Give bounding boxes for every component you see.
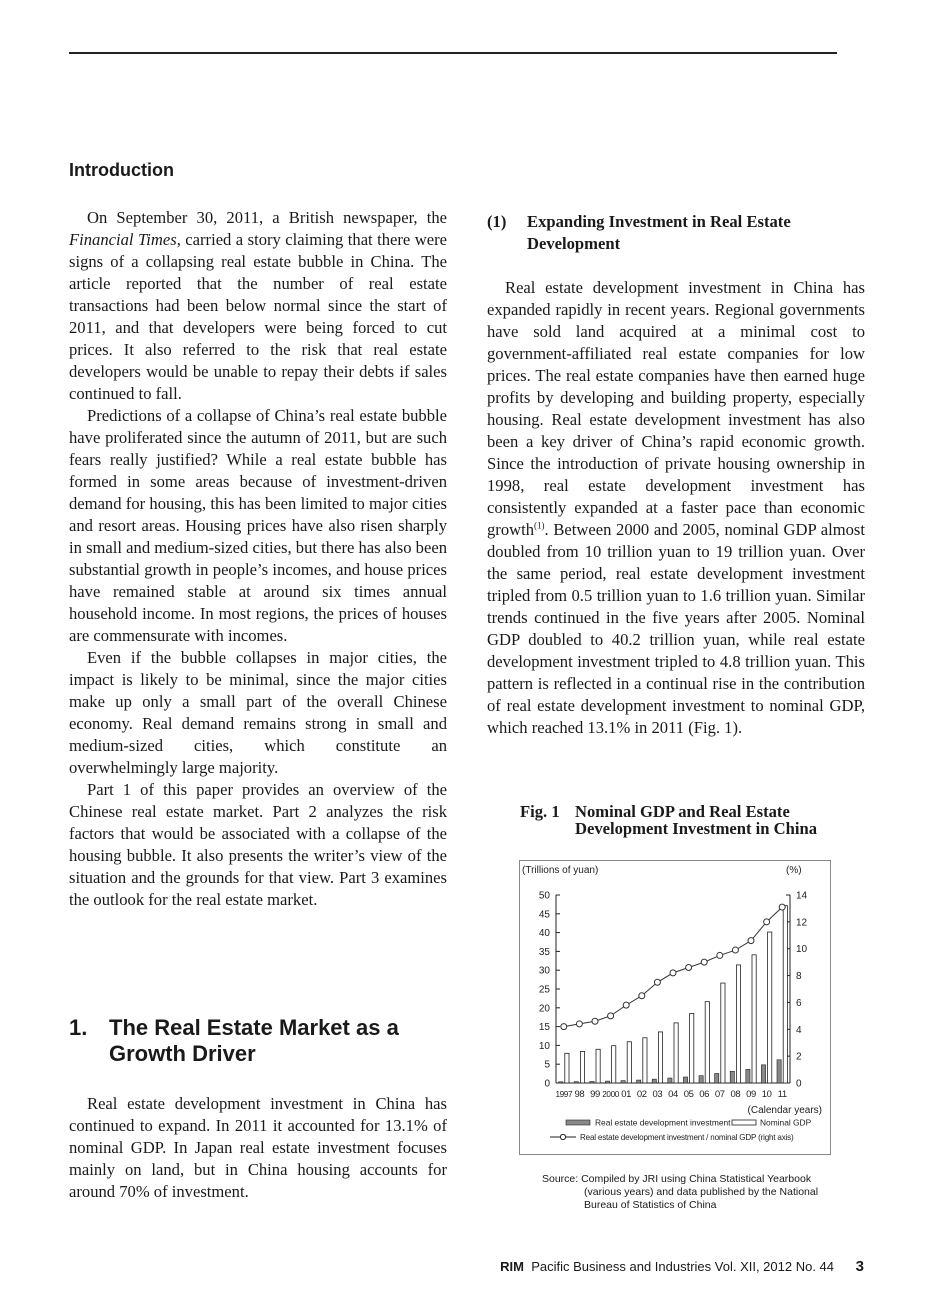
bar-nominal-gdp bbox=[627, 1042, 631, 1083]
right-axis-unit: (%) bbox=[786, 865, 802, 876]
left-tick-label: 20 bbox=[538, 1003, 550, 1015]
legend-label-ratio: Real estate development investment / nominal GDP (right axis) bbox=[580, 1133, 794, 1142]
left-tick-label: 45 bbox=[538, 909, 550, 921]
x-tick-label: 04 bbox=[668, 1089, 678, 1100]
bar-nominal-gdp bbox=[736, 965, 740, 1083]
x-tick-label: 06 bbox=[699, 1089, 710, 1100]
figure-number: Fig. 1 bbox=[520, 802, 560, 821]
bar-nominal-gdp bbox=[612, 1046, 616, 1083]
left-tick-label: 35 bbox=[538, 946, 550, 958]
ratio-point bbox=[779, 904, 785, 910]
x-axis-label: (Calendar years) bbox=[747, 1105, 822, 1116]
left-column bbox=[69, 207, 447, 911]
left-tick-label: 25 bbox=[538, 984, 550, 996]
right-tick-label: 6 bbox=[796, 997, 802, 1009]
bar-investment bbox=[668, 1078, 672, 1083]
footer-journal: Pacific Business and Industries Vol. XII, 2012 No. 44 bbox=[531, 1259, 835, 1274]
ratio-point bbox=[654, 979, 660, 985]
bar-investment bbox=[715, 1073, 719, 1083]
legend-swatch-ratio-marker bbox=[560, 1134, 565, 1139]
figure-source: Source: Compiled by JRI using China Statistical Yearbook (various years) and data published by the National Bureau of Statistics of China bbox=[542, 1173, 819, 1211]
right-column bbox=[487, 277, 865, 739]
ratio-point bbox=[732, 947, 738, 953]
intro-paragraph-3: Even if the bubble collapses in major cities, the impact is likely to be minimal, since the major cities make up only a small part of the overall Chinese economy. Real demand remains strong in small and medium-sized cities, which constitute an overwhelmingly large majority. bbox=[69, 648, 447, 777]
x-tick-label: 03 bbox=[652, 1089, 663, 1100]
bar-investment bbox=[637, 1080, 641, 1083]
right-tick-label: 8 bbox=[796, 971, 802, 983]
left-tick-label: 30 bbox=[538, 965, 550, 977]
x-tick-label: 11 bbox=[777, 1089, 787, 1100]
bar-investment bbox=[559, 1082, 563, 1083]
subsection-1-number: (1) bbox=[487, 212, 507, 231]
left-tick-label: 10 bbox=[538, 1040, 550, 1052]
intro-paragraph-1: On September 30, 2011, a British newspaper, the Financial Times, carried a story claiming that there were signs of a collapsing real estate bubble in China. The article reported that the number of real estate transactions had been below normal since the start of 2011, and that developers were being forced to cut prices. It also referred to the risk that real estate developers would be unable to repay their debts if sales continued to fall. bbox=[69, 208, 447, 403]
bar-investment bbox=[590, 1081, 594, 1083]
legend-swatch-investment bbox=[566, 1120, 590, 1125]
ratio-point bbox=[592, 1018, 598, 1024]
chart-svg bbox=[520, 861, 830, 1154]
bar-investment bbox=[652, 1079, 656, 1083]
x-tick-label: 01 bbox=[621, 1089, 632, 1100]
ratio-point bbox=[639, 993, 645, 999]
bar-investment bbox=[699, 1076, 703, 1083]
ratio-point bbox=[670, 970, 676, 976]
top-rule bbox=[69, 52, 837, 54]
bar-nominal-gdp bbox=[580, 1051, 584, 1083]
section-heading-introduction: Introduction bbox=[69, 160, 174, 180]
bar-investment bbox=[574, 1082, 578, 1083]
left-axis-unit: (Trillions of yuan) bbox=[522, 865, 599, 876]
ratio-point bbox=[576, 1021, 582, 1027]
ratio-point bbox=[748, 938, 754, 944]
left-tick-label: 0 bbox=[544, 1078, 550, 1090]
bar-nominal-gdp bbox=[752, 955, 756, 1083]
left-tick-label: 40 bbox=[538, 928, 550, 940]
bar-investment bbox=[683, 1077, 687, 1083]
x-tick-label: 07 bbox=[714, 1089, 725, 1100]
bar-investment bbox=[746, 1069, 750, 1083]
right-tick-label: 10 bbox=[796, 944, 808, 956]
x-tick-label: 02 bbox=[636, 1089, 647, 1100]
ratio-point bbox=[561, 1024, 567, 1030]
ratio-point bbox=[623, 1002, 629, 1008]
bar-investment bbox=[761, 1065, 765, 1083]
bar-investment bbox=[605, 1081, 609, 1083]
x-tick-label: 09 bbox=[746, 1089, 756, 1100]
intro-paragraph-4: Part 1 of this paper provides an overview of the Chinese real estate market. Part 2 analyzes the risk factors that would be associated with a collapse of the housing bubble. It also presents the writer’s view of the situation and the grounds for that view. Part 3 examines the outlook for the real estate market. bbox=[69, 780, 447, 909]
bar-nominal-gdp bbox=[690, 1013, 694, 1083]
x-tick-label: 1997 bbox=[555, 1090, 573, 1099]
section-1-heading bbox=[69, 1015, 449, 1067]
newspaper-name: Financial Times bbox=[69, 230, 177, 249]
subsection-1-heading bbox=[487, 211, 865, 255]
page-footer bbox=[500, 1258, 864, 1275]
bar-investment bbox=[621, 1081, 625, 1083]
x-tick-label: 05 bbox=[683, 1089, 694, 1100]
section-1-paragraph-1: Real estate development investment in China has continued to expand. In 2011 it accounted for 13.1% of nominal GDP. In Japan real estate investment focuses mainly on land, but in China housing accounts for around 70% of investment. bbox=[69, 1094, 447, 1201]
bar-investment bbox=[730, 1071, 734, 1083]
chart-frame bbox=[519, 860, 831, 1155]
legend-label-investment: Real estate development investment bbox=[595, 1117, 731, 1128]
x-tick-label: 10 bbox=[761, 1089, 772, 1100]
footnote-ref[interactable]: (1) bbox=[534, 520, 545, 531]
legend-swatch-gdp bbox=[732, 1120, 756, 1125]
bar-nominal-gdp bbox=[643, 1038, 647, 1083]
bar-nominal-gdp bbox=[721, 983, 725, 1083]
x-tick-label: 2000 bbox=[602, 1090, 619, 1099]
legend-label-gdp: Nominal GDP bbox=[760, 1117, 812, 1128]
ratio-line bbox=[564, 907, 782, 1027]
right-tick-label: 2 bbox=[796, 1051, 802, 1063]
section-1-number: 1. bbox=[69, 1015, 88, 1040]
ratio-point bbox=[686, 965, 692, 971]
right-tick-label: 12 bbox=[796, 917, 808, 929]
bar-nominal-gdp bbox=[674, 1023, 678, 1083]
x-tick-label: 08 bbox=[730, 1089, 741, 1100]
right-tick-label: 14 bbox=[796, 890, 808, 902]
ratio-point bbox=[608, 1013, 614, 1019]
bar-nominal-gdp bbox=[783, 906, 787, 1083]
right-tick-label: 4 bbox=[796, 1024, 802, 1036]
figure-title bbox=[520, 803, 840, 837]
section-1-body bbox=[69, 1093, 447, 1203]
ratio-point bbox=[717, 952, 723, 958]
left-tick-label: 5 bbox=[544, 1059, 550, 1071]
ratio-point bbox=[701, 959, 707, 965]
bar-nominal-gdp bbox=[658, 1032, 662, 1083]
bar-nominal-gdp bbox=[565, 1053, 569, 1083]
bar-investment bbox=[777, 1060, 781, 1083]
subsection-1-title: Expanding Investment in Real Estate Development bbox=[527, 212, 791, 253]
figure-caption: Nominal GDP and Real Estate Development Investment in China bbox=[575, 802, 817, 838]
x-tick-label: 99 bbox=[590, 1089, 600, 1100]
bar-nominal-gdp bbox=[596, 1049, 600, 1083]
right-tick-label: 0 bbox=[796, 1078, 802, 1090]
bar-nominal-gdp bbox=[768, 932, 772, 1083]
footer-brand: RIM bbox=[500, 1259, 524, 1274]
page-number: 3 bbox=[855, 1258, 864, 1275]
bar-nominal-gdp bbox=[705, 1002, 709, 1083]
ratio-point bbox=[764, 919, 770, 925]
left-tick-label: 50 bbox=[538, 890, 550, 902]
intro-paragraph-2: Predictions of a collapse of China’s real estate bubble have proliferated since the autumn of 2011, but are such fears really justified? While a real estate bubble has formed in some areas because of investment-driven demand for housing, this has been limited to major cities and resort areas. Housing prices have also risen sharply in small and medium-sized cities, but there has also been substantial growth in people’s incomes, and house prices have remained stable at around six times annual household income. In most regions, the prices of houses are commensurate with incomes. bbox=[69, 406, 447, 645]
subsection-1-paragraph-1: Real estate development investment in China has expanded rapidly in recent years. Regional governments have sold land acquired at a minimal cost to government-affiliated real estate companies for low prices. The real estate companies have then earned huge profits by developing and building property, especially housing. Real estate development investment has also been a key driver of China’s rapid economic growth. Since the introduction of private housing ownership in 1998, real estate development investment has consistently expanded at a faster pace than economic growth$^{(1)}$. Between 2000 and 2005, nominal GDP almost doubled from 10 trillion yuan to 19 trillion yuan. Over the same period, real estate development investment tripled from 0.5 trillion yuan to 1.6 trillion yuan. Similar trends continued in the five years after 2005. Nominal GDP doubled to 40.2 trillion yuan, while real estate development investment tripled to 4.8 trillion yuan. This pattern is reflected in a continual rise in the contribution of real estate development investment to nominal GDP, which reached 13.1% in 2011 (Fig. 1). bbox=[487, 278, 865, 737]
x-tick-label: 98 bbox=[574, 1089, 585, 1100]
left-tick-label: 15 bbox=[538, 1022, 550, 1034]
section-1-title: The Real Estate Market as a Growth Driver bbox=[109, 1015, 399, 1066]
